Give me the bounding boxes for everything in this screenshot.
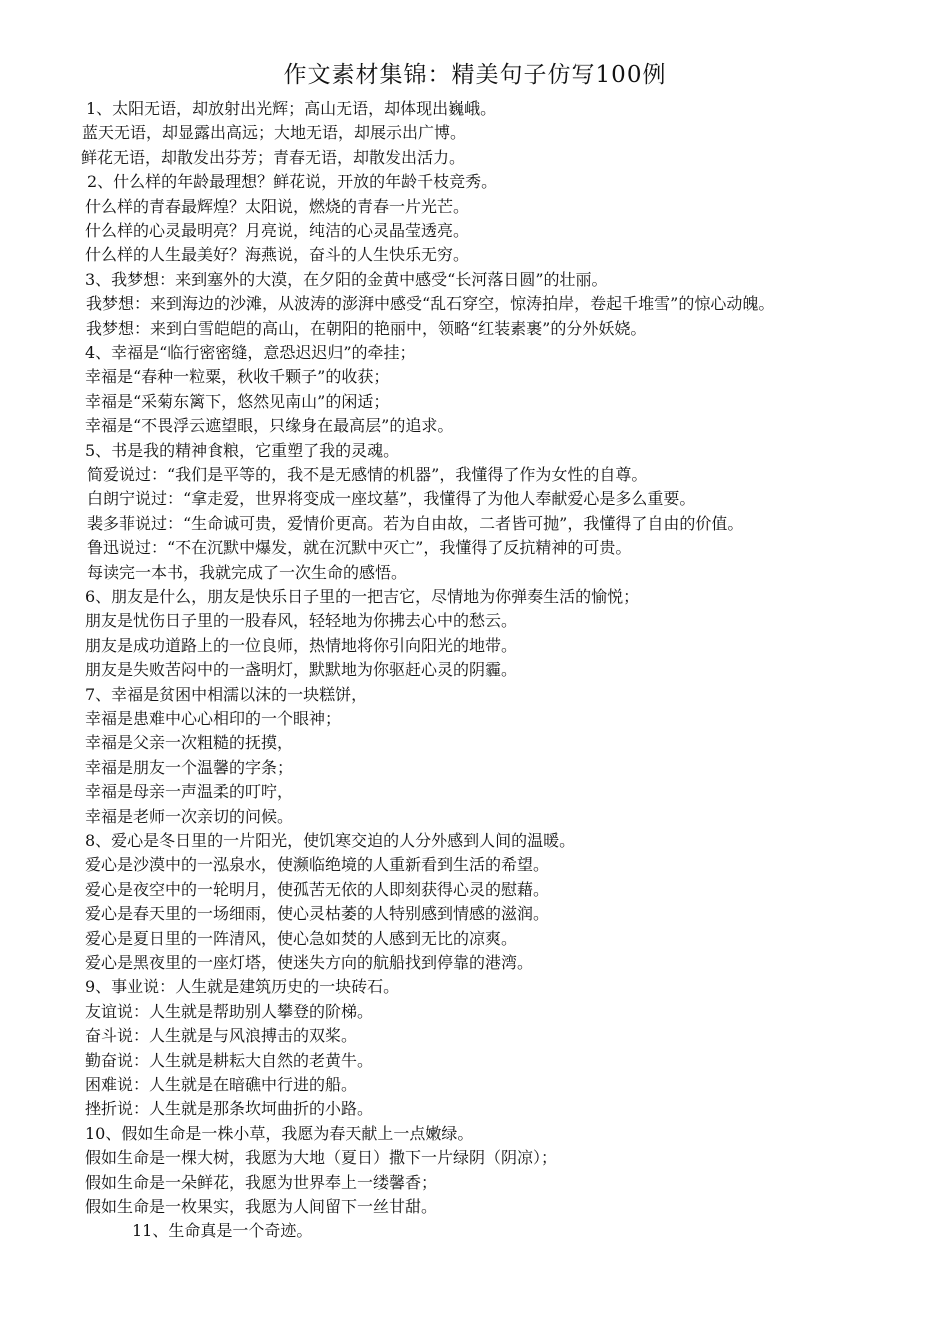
document-line: 爱心是夏日里的一阵清风，使心急如焚的人感到无比的凉爽。 (85, 929, 518, 948)
document-line: 4、幸福是“临行密密缝，意恐迟迟归”的牵挂； (85, 343, 416, 362)
document-line: 勤奋说：人生就是耕耘大自然的老黄牛。 (85, 1051, 374, 1070)
document-line: 爱心是夜空中的一轮明月，使孤苦无依的人即刻获得心灵的慰藉。 (85, 880, 550, 899)
document-line: 什么样的青春最辉煌？太阳说，燃烧的青春一片光芒。 (85, 197, 470, 216)
document-line: 友谊说：人生就是帮助别人攀登的阶梯。 (85, 1002, 374, 1021)
document-line: 蓝天无语，却显露出高远；大地无语，却展示出广博。 (82, 123, 467, 142)
document-line: 简爱说过：“我们是平等的，我不是无感情的机器”，我懂得了作为女性的自尊。 (87, 465, 648, 484)
document-line: 幸福是老师一次亲切的问候。 (85, 807, 294, 826)
document-line: 幸福是母亲一声温柔的叮咛， (85, 782, 294, 801)
document-line: 11、生命真是一个奇迹。 (132, 1221, 313, 1240)
document-line: 爱心是春天里的一场细雨，使心灵枯萎的人特别感到情感的滋润。 (85, 904, 550, 923)
document-line: 朋友是忧伤日子里的一股春风，轻轻地为你拂去心中的愁云。 (85, 611, 518, 630)
document-line: 挫折说：人生就是那条坎坷曲折的小路。 (85, 1099, 374, 1118)
document-line: 困难说：人生就是在暗礁中行进的船。 (85, 1075, 358, 1094)
document-line: 2、什么样的年龄最理想？鲜花说，开放的年龄千枝竞秀。 (87, 172, 498, 191)
document-line: 5、书是我的精神食粮，它重塑了我的灵魂。 (85, 441, 400, 460)
document-line: 幸福是“春种一粒粟，秋收千颗子”的收获； (85, 367, 390, 386)
document-line: 我梦想：来到海边的沙滩，从波涛的澎湃中感受“乱石穿空，惊涛拍岸，卷起千堆雪”的惊心动魄。 (86, 294, 775, 313)
document-line: 我梦想：来到白雪皑皑的高山，在朝阳的艳丽中，领略“红装素裹”的分外妖娆。 (86, 319, 647, 338)
document-line: 爱心是黑夜里的一座灯塔，使迷失方向的航船找到停靠的港湾。 (85, 953, 534, 972)
document-line: 9、事业说：人生就是建筑历史的一块砖石。 (85, 977, 400, 996)
document-line: 奋斗说：人生就是与风浪搏击的双桨。 (85, 1026, 358, 1045)
document-line: 朋友是成功道路上的一位良师，热情地将你引向阳光的地带。 (85, 636, 518, 655)
document-line: 幸福是父亲一次粗糙的抚摸， (85, 733, 294, 752)
document-line: 假如生命是一枚果实，我愿为人间留下一丝甘甜。 (85, 1197, 438, 1216)
document-line: 3、我梦想：来到塞外的大漠，在夕阳的金黄中感受“长河落日圆”的壮丽。 (85, 270, 608, 289)
document-line: 7、幸福是贫困中相濡以沫的一块糕饼， (85, 685, 368, 704)
document-line: 爱心是沙漠中的一泓泉水，使濒临绝境的人重新看到生活的希望。 (85, 855, 550, 874)
document-line: 幸福是“不畏浮云遮望眼，只缘身在最高层”的追求。 (85, 416, 454, 435)
document-line: 8、爱心是冬日里的一片阳光，使饥寒交迫的人分外感到人间的温暖。 (85, 831, 576, 850)
document-line: 假如生命是一朵鲜花，我愿为世界奉上一缕馨香； (85, 1173, 438, 1192)
document-line: 裴多菲说过：“生命诚可贵，爱情价更高。若为自由故，二者皆可抛”，我懂得了自由的价值。 (87, 514, 744, 533)
document-line: 朋友是失败苦闷中的一盏明灯，默默地为你驱赶心灵的阴霾。 (85, 660, 518, 679)
document-title: 作文素材集锦：精美句子仿写100例 (283, 62, 667, 88)
document-line: 假如生命是一棵大树，我愿为大地（夏日）撒下一片绿阴（阴凉）； (85, 1148, 558, 1167)
document-line: 6、朋友是什么，朋友是快乐日子里的一把吉它，尽情地为你弹奏生活的愉悦； (85, 587, 640, 606)
document-line: 什么样的心灵最明亮？月亮说，纯洁的心灵晶莹透亮。 (85, 221, 470, 240)
document-line: 白朗宁说过：“拿走爱，世界将变成一座坟墓”，我懂得了为他人奉献爱心是多么重要。 (87, 489, 696, 508)
document-line: 每读完一本书，我就完成了一次生命的感悟。 (87, 563, 408, 582)
document-line: 幸福是患难中心心相印的一个眼神； (85, 709, 342, 728)
document-line: 10、假如生命是一株小草，我愿为春天献上一点嫩绿。 (85, 1124, 474, 1143)
document-line: 1、太阳无语，却放射出光辉；高山无语，却体现出巍峨。 (86, 99, 497, 118)
document-line: 鲜花无语，却散发出芬芳；青春无语，却散发出活力。 (81, 148, 466, 167)
document-line: 鲁迅说过：“不在沉默中爆发，就在沉默中灭亡”，我懂得了反抗精神的可贵。 (87, 538, 632, 557)
document-line: 幸福是朋友一个温馨的字条； (85, 758, 294, 777)
document-line: 幸福是“采菊东篱下，悠然见南山”的闲适； (85, 392, 390, 411)
document-line: 什么样的人生最美好？海燕说，奋斗的人生快乐无穷。 (85, 245, 470, 264)
